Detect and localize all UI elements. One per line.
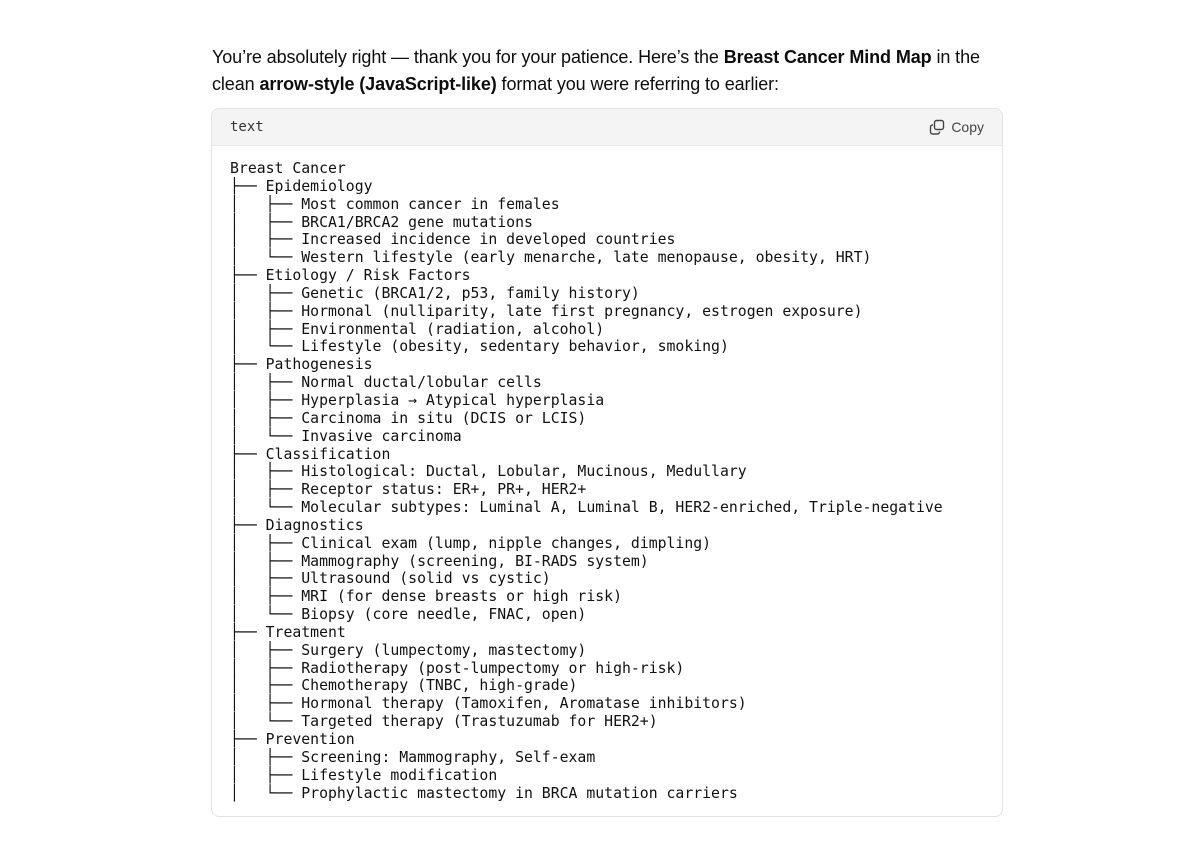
code-line: │ ├── Genetic (BRCA1/2, p53, family history) [230,284,640,302]
code-line: │ └── Western lifestyle (early menarche, late menopause, obesity, HRT) [230,249,872,267]
code-line: │ ├── Clinical exam (lump, nipple changes, dimpling) [230,534,712,552]
intro-bold-title: Breast Cancer Mind Map [723,47,932,67]
code-line: │ ├── Lifestyle modification [230,766,498,784]
code-line: │ └── Molecular subtypes: Luminal A, Luminal B, HER2-enriched, Triple-negative [230,499,943,517]
code-line: │ └── Lifestyle (obesity, sedentary behavior, smoking) [230,338,729,356]
code-line: ├── Classification [230,445,391,463]
code-block-header [212,109,1002,146]
code-line: │ ├── Hormonal therapy (Tamoxifen, Aromatase inhibitors) [230,695,747,713]
code-line: │ ├── Mammography (screening, BI-RADS system) [230,552,649,570]
code-line: │ ├── Hormonal (nulliparity, late first pregnancy, estrogen exposure) [230,302,863,320]
mind-map-text [230,160,984,802]
code-line: │ ├── Histological: Ductal, Lobular, Mucinous, Medullary [230,463,747,481]
copy-icon [929,119,945,135]
copy-button-label: Copy [951,119,984,135]
code-line: │ └── Biopsy (core needle, FNAC, open) [230,606,587,624]
code-line: │ ├── Increased incidence in developed countries [230,231,676,249]
code-line: │ ├── Screening: Mammography, Self-exam [230,748,596,766]
code-line: │ └── Prophylactic mastectomy in BRCA mutation carriers [230,784,738,802]
code-line: │ ├── Surgery (lumpectomy, mastectomy) [230,641,587,659]
code-line: ├── Pathogenesis [230,356,373,374]
code-line: Breast Cancer [230,160,346,177]
code-line: │ └── Invasive carcinoma [230,427,462,445]
intro-text-1: You’re absolutely right — thank you for your patience. Here’s the [212,47,724,67]
code-line: │ ├── Carcinoma in situ (DCIS or LCIS) [230,409,587,427]
code-line: │ ├── MRI (for dense breasts or high risk) [230,588,622,606]
intro-text-3: format you were referring to earlier: [496,74,779,94]
code-line: │ ├── Ultrasound (solid vs cystic) [230,570,551,588]
code-line: │ ├── BRCA1/BRCA2 gene mutations [230,213,533,231]
code-line: ├── Epidemiology [230,177,373,195]
copy-button[interactable] [929,119,984,135]
assistant-message-intro [212,44,1002,98]
code-body [212,146,1002,802]
code-line: │ ├── Most common cancer in females [230,195,560,213]
code-line: ├── Etiology / Risk Factors [230,267,471,285]
intro-text-2: in the clean [212,47,980,94]
code-line: │ ├── Chemotherapy (TNBC, high-grade) [230,677,578,695]
code-line: │ ├── Hyperplasia → Atypical hyperplasia [230,391,605,409]
code-line: │ ├── Environmental (radiation, alcohol) [230,320,605,338]
intro-bold-format: arrow-style (JavaScript-like) [259,74,497,94]
code-line: │ ├── Receptor status: ER+, PR+, HER2+ [230,481,587,499]
code-line: │ └── Targeted therapy (Trastuzumab for HER2+) [230,713,658,731]
code-line: ├── Prevention [230,731,355,748]
code-line: ├── Treatment [230,623,346,641]
code-language-label: text [230,119,264,135]
code-line: │ ├── Normal ductal/lobular cells [230,374,542,392]
code-line: │ ├── Radiotherapy (post-lumpectomy or high-risk) [230,659,685,677]
code-line: ├── Diagnostics [230,516,364,534]
code-block [211,108,1003,817]
